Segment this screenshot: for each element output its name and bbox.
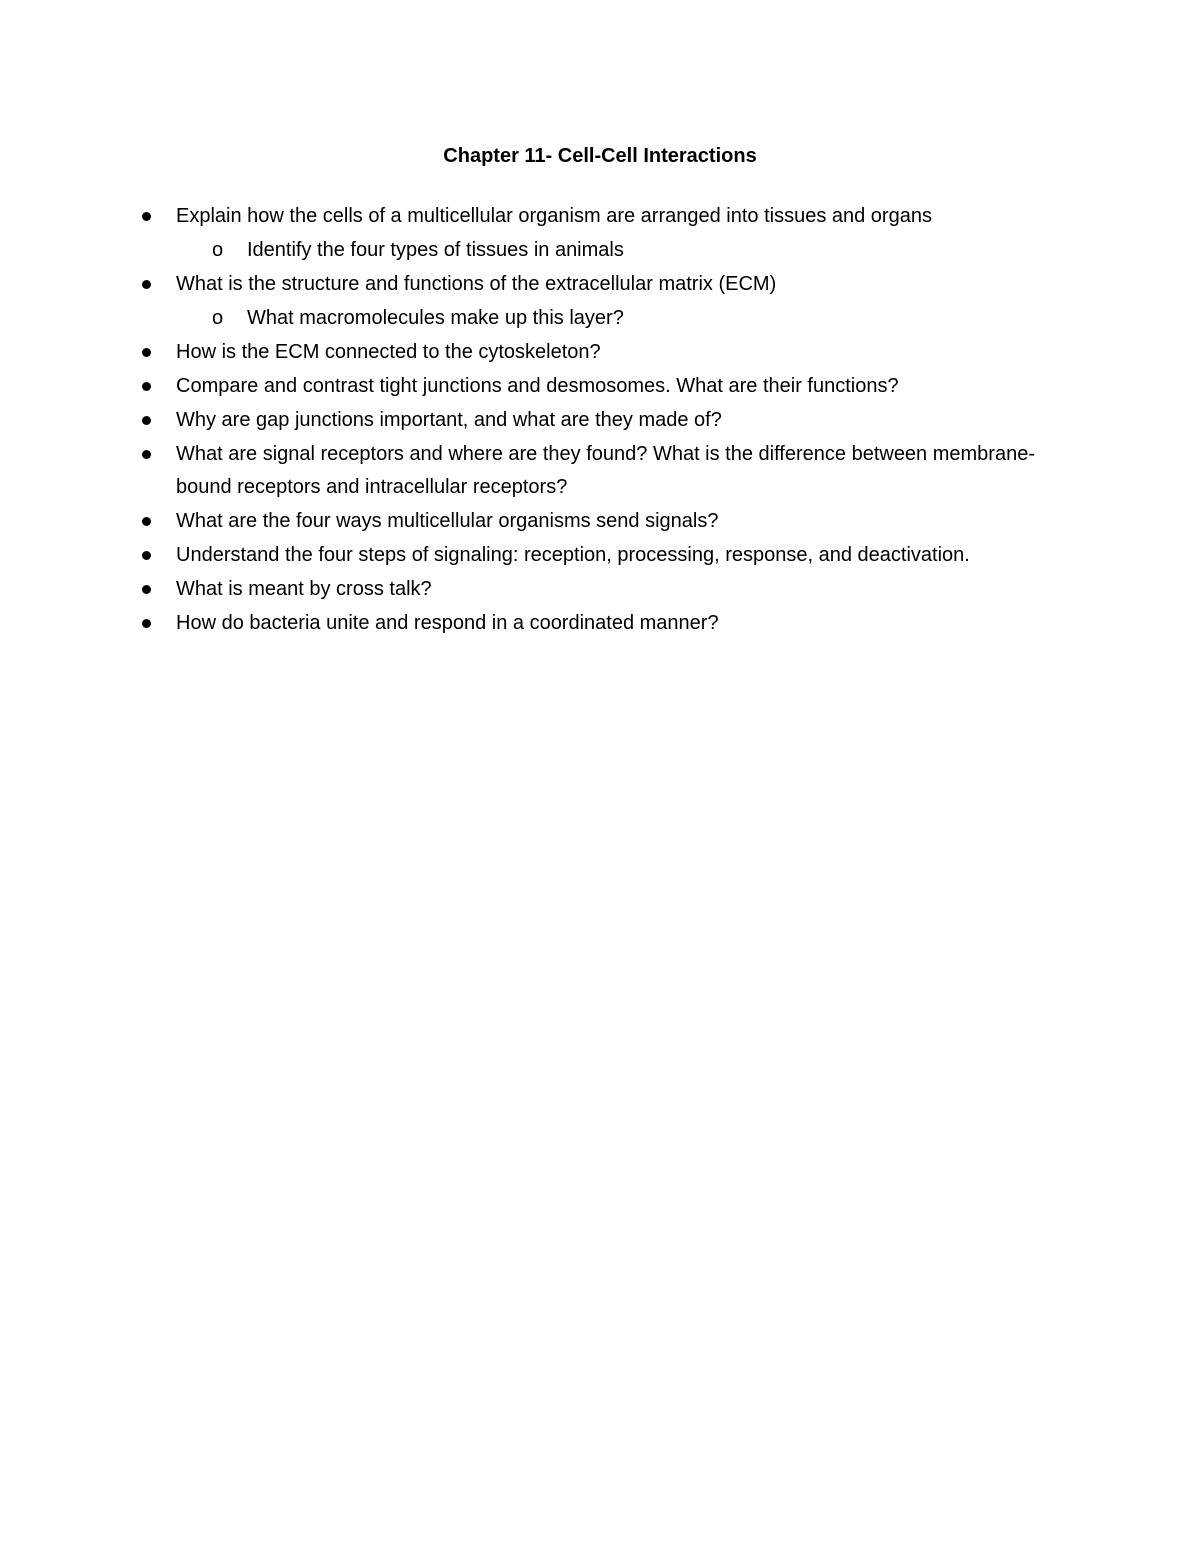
list-item-text: What is the structure and functions of the extracellular matrix (ECM) xyxy=(176,273,777,295)
list-item-text: Understand the four steps of signaling: reception, processing, response, and deactivation. xyxy=(176,544,970,566)
bullet-icon xyxy=(142,517,151,526)
bullet-icon xyxy=(142,416,151,425)
bullet-icon xyxy=(142,280,151,289)
bullet-icon xyxy=(142,382,151,391)
list-item xyxy=(0,573,1200,606)
list-item xyxy=(0,438,1200,504)
hollow-bullet-icon: o xyxy=(212,307,224,329)
list-item-text: What are signal receptors and where are they found? What is the difference between membrane-bound receptors and intracellular receptors? xyxy=(176,443,1035,498)
list-item-text: Explain how the cells of a multicellular organism are arranged into tissues and organs xyxy=(176,205,932,227)
sub-list-item xyxy=(0,302,1200,335)
page-title: Chapter 11- Cell-Cell Interactions xyxy=(443,145,757,167)
list-item-text: Compare and contrast tight junctions and desmosomes. What are their functions? xyxy=(176,375,899,397)
list-item-text: How is the ECM connected to the cytoskeleton? xyxy=(176,341,601,363)
question-list xyxy=(0,200,1200,641)
sub-list-item-text: What macromolecules make up this layer? xyxy=(247,307,624,329)
bullet-icon xyxy=(142,348,151,357)
bullet-icon xyxy=(142,619,151,628)
bullet-icon xyxy=(142,551,151,560)
list-item xyxy=(0,539,1200,572)
bullet-icon xyxy=(142,212,151,221)
list-item xyxy=(0,505,1200,538)
list-item xyxy=(0,607,1200,640)
list-item xyxy=(0,336,1200,369)
bullet-icon xyxy=(142,585,151,594)
bullet-icon xyxy=(142,450,151,459)
list-item xyxy=(0,404,1200,437)
list-item-text: Why are gap junctions important, and what are they made of? xyxy=(176,409,722,431)
list-item xyxy=(0,370,1200,403)
list-item xyxy=(0,268,1200,301)
list-item-text: What is meant by cross talk? xyxy=(176,578,432,600)
hollow-bullet-icon: o xyxy=(212,239,224,261)
list-item-text: How do bacteria unite and respond in a coordinated manner? xyxy=(176,612,719,634)
sub-list-item xyxy=(0,234,1200,267)
list-item-text: What are the four ways multicellular organisms send signals? xyxy=(176,510,719,532)
list-item xyxy=(0,200,1200,233)
sub-list-item-text: Identify the four types of tissues in animals xyxy=(247,239,624,261)
